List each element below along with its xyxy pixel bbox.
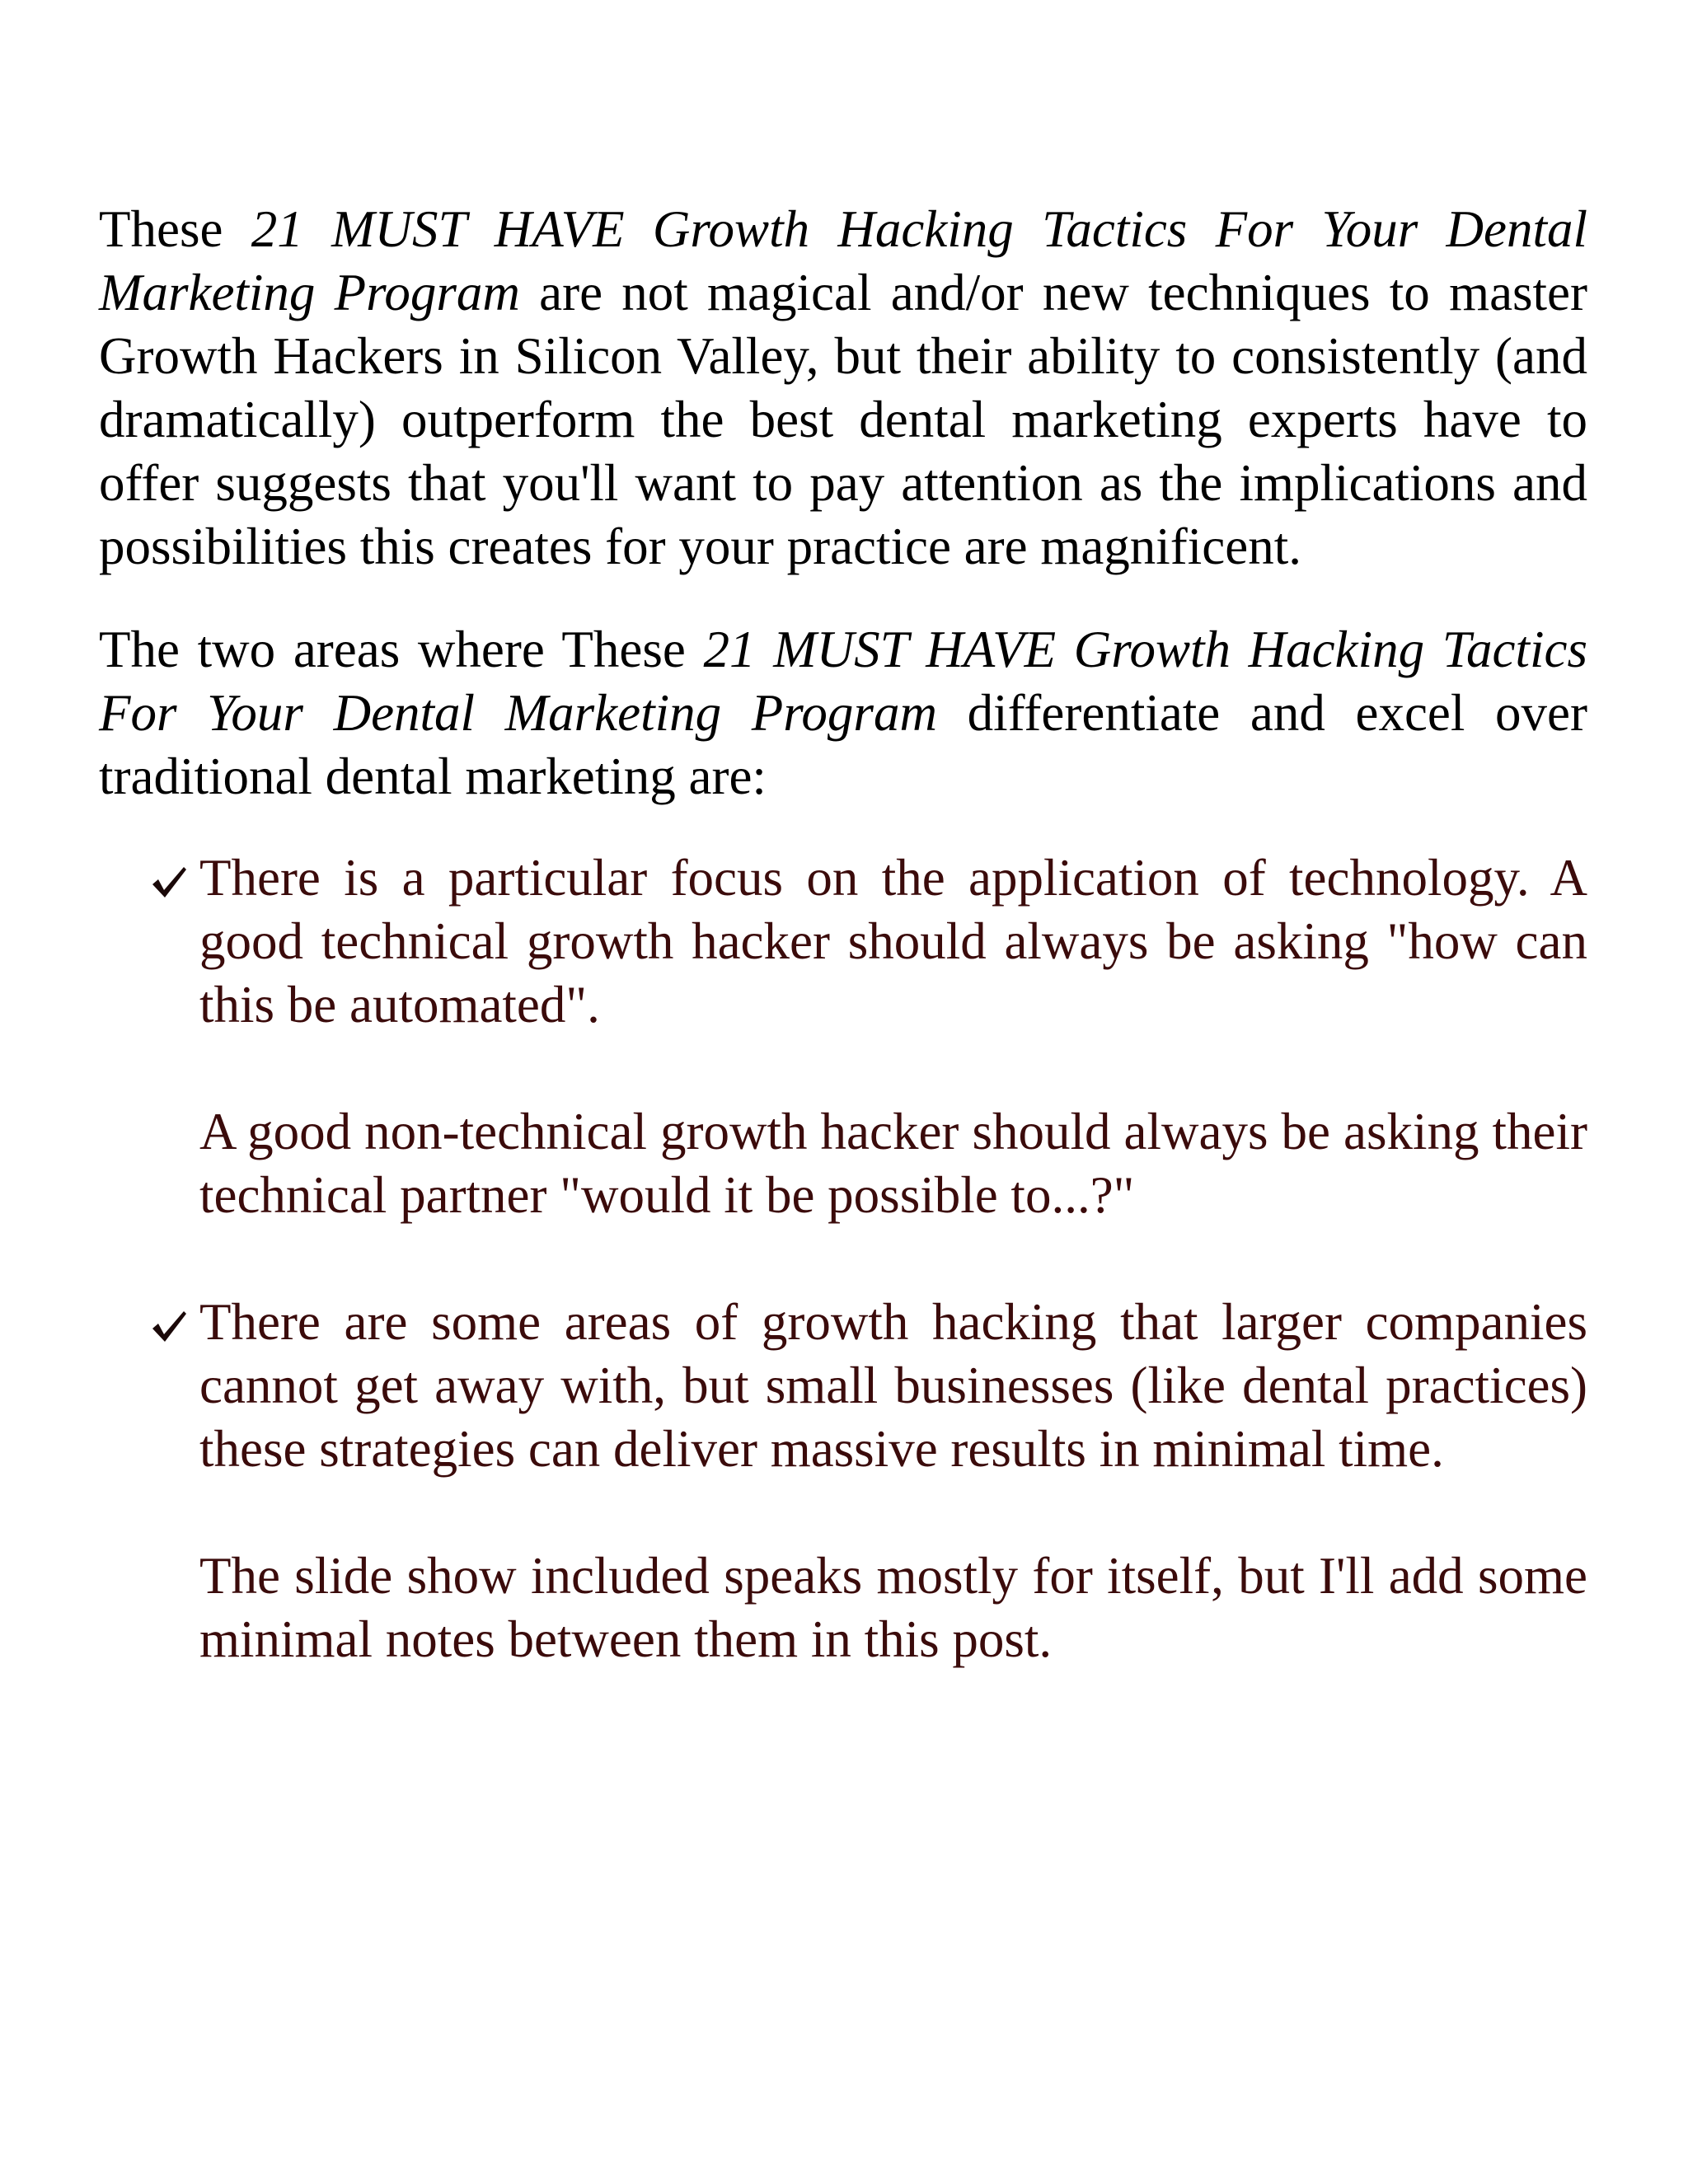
intro-title-italic: 21 MUST HAVE Growth Hacking Tactics For Your Dental Marketing Program (99, 200, 1587, 321)
intro-paragraph (99, 198, 1587, 579)
check-icon (148, 846, 198, 910)
checklist-item-followup: The slide show included speaks mostly for itself, but I'll add some minimal notes between them in this post. (199, 1547, 1587, 1668)
checklist-item-text: There are some areas of growth hacking that larger companies cannot get away with, but small businesses (like dental practices) these strategies can deliver massive results in minimal time. (199, 1293, 1587, 1478)
checklist (99, 846, 1587, 1671)
areas-rest: differentiate and excel over traditional dental marketing are: (99, 684, 1587, 805)
intro-rest: are not magical and/or new techniques to master Growth Hackers in Silicon Valley, but their ability to consistently (and dramatically) outperform the best dental marketing experts have to offer suggests that you'll want to pay attention as the implications and possibilities this creates for your practice are magnificent. (99, 264, 1587, 575)
checklist-item-small-business (199, 1291, 1587, 1671)
intro-lead: These (99, 200, 251, 258)
areas-title-italic: 21 MUST HAVE Growth Hacking Tactics For Your Dental Marketing Program (99, 621, 1587, 742)
check-icon (148, 1291, 198, 1354)
areas-paragraph (99, 618, 1587, 808)
document-page (99, 198, 1587, 1735)
checklist-item-text: There is a particular focus on the application of technology. A good technical growth hacker should always be asking "how can this be automated". (199, 849, 1587, 1033)
checklist-item-followup: A good non-technical growth hacker should always be asking their technical partner "would it be possible to...?" (199, 1103, 1587, 1224)
areas-lead: The two areas where These (99, 621, 704, 678)
checklist-item-technology (199, 846, 1587, 1227)
